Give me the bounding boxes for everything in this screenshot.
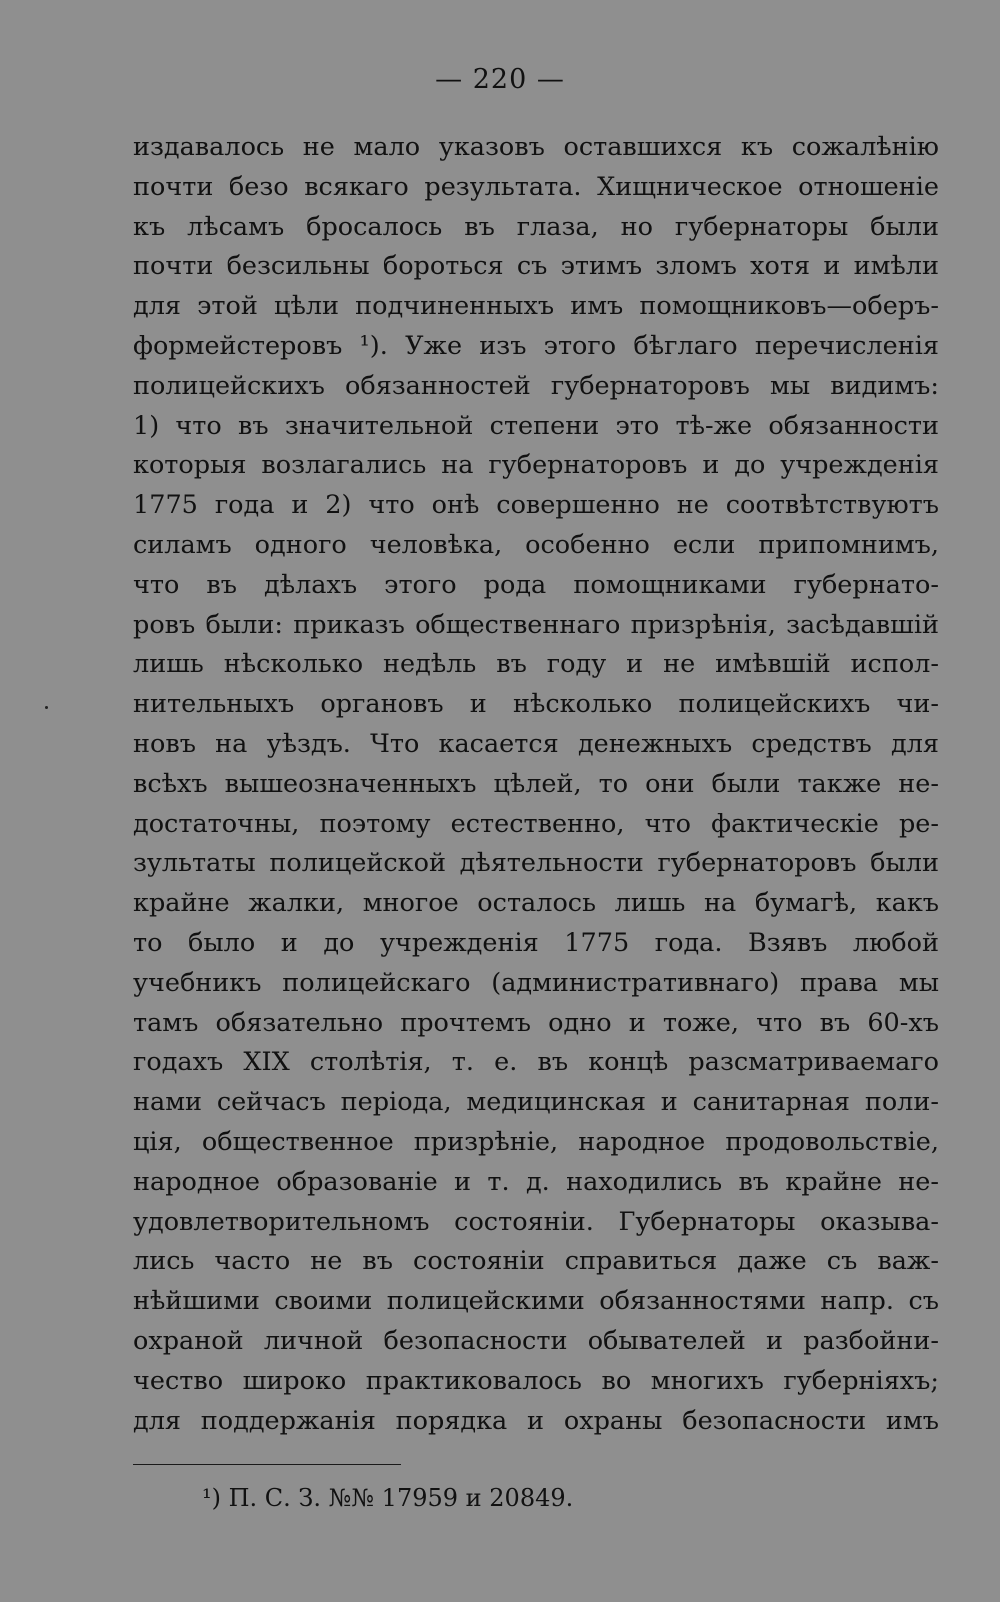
text-line: удовлетворительномъ состояніи. Губернаторы оказыва- <box>133 1206 939 1237</box>
text-line: нами сейчасъ періода, медицинская и санитарная поли- <box>133 1087 939 1118</box>
text-line: то было и до учрежденія 1775 года. Взявъ любой <box>133 927 939 958</box>
text-line: почти безсильны бороться съ этимъ зломъ хотя и имѣли <box>133 251 939 282</box>
text-line: нѣйшими своими полицейскими обязанностями напр. съ <box>133 1286 939 1317</box>
text-line: формейстеровъ ¹). Уже изъ этого бѣглаго перечисленія <box>133 330 939 361</box>
text-line: для этой цѣли подчиненныхъ имъ помощниковъ—оберъ- <box>133 291 939 322</box>
text-line: годахъ XIX столѣтія, т. е. въ концѣ разсматриваемаго <box>133 1047 939 1078</box>
text-line: для поддержанія порядка и охраны безопасности имъ <box>133 1405 939 1436</box>
text-line: достаточны, поэтому естественно, что фактическіе ре- <box>133 808 939 839</box>
text-line: ровъ были: приказъ общественнаго призрѣнія, засѣдавшій <box>133 609 939 640</box>
text-line: полицейскихъ обязанностей губернаторовъ мы видимъ: <box>133 370 939 401</box>
text-line: нительныхъ органовъ и нѣсколько полицейскихъ чи- <box>133 689 939 720</box>
text-line: зультаты полицейской дѣятельности губернаторовъ были <box>133 848 939 879</box>
text-line: къ лѣсамъ бросалось въ глаза, но губернаторы были <box>133 211 939 242</box>
body-text <box>133 128 939 1441</box>
text-line: учебникъ полицейскаго (административнаго) права мы <box>133 967 939 998</box>
text-line: что въ дѣлахъ этого рода помощниками губернато- <box>133 569 939 600</box>
text-line: охраной личной безопасности обывателей и разбойни- <box>133 1325 939 1356</box>
text-line: почти безо всякаго результата. Хищническое отношеніе <box>133 171 939 202</box>
text-line: которыя возлагались на губернаторовъ и до учрежденія <box>133 450 939 481</box>
footnote-divider <box>133 1464 401 1465</box>
text-line: тамъ обязательно прочтемъ одно и тоже, что въ 60-хъ <box>133 1007 939 1038</box>
text-line: 1775 года и 2) что онѣ совершенно не соотвѣтствуютъ <box>133 490 939 521</box>
text-line: лишь нѣсколько недѣль въ году и не имѣвшій испол- <box>133 649 939 680</box>
text-line: силамъ одного человѣка, особенно если припомнимъ, <box>133 529 939 560</box>
text-line: лись часто не въ состояніи справиться даже съ важ- <box>133 1246 939 1277</box>
text-line: крайне жалки, многое осталось лишь на бумагѣ, какъ <box>133 888 939 919</box>
print-speck <box>45 706 48 709</box>
text-line: народное образованіе и т. д. находились въ крайне не- <box>133 1166 939 1197</box>
text-line: издавалось не мало указовъ оставшихся къ сожалѣнію <box>133 132 939 162</box>
footnote: ¹) П. С. З. №№ 17959 и 20849. <box>202 1484 574 1512</box>
text-line: новъ на уѣздъ. Что касается денежныхъ средствъ для <box>133 728 939 759</box>
page-number: — 220 — <box>435 64 565 95</box>
text-line: чество широко практиковалось во многихъ губерніяхъ; <box>133 1365 939 1396</box>
text-line: ція, общественное призрѣніе, народное продовольствіе, <box>133 1126 939 1157</box>
text-line: 1) что въ значительной степени это тѣ-же обязанности <box>133 410 939 441</box>
text-line: всѣхъ вышеозначенныхъ цѣлей, то они были также не- <box>133 768 939 799</box>
